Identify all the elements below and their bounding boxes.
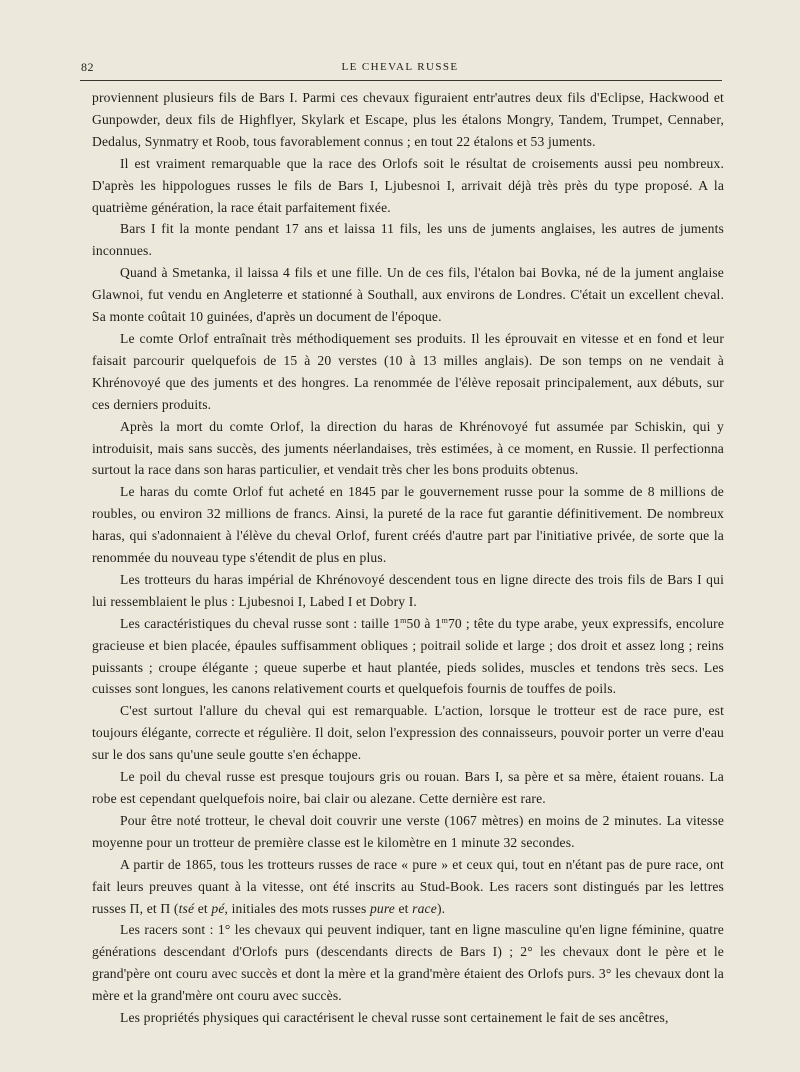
paragraph: Il est vraiment remarquable que la race des Orlofs soit le résultat de croisements aussi peu nombreux. D'après les hippologues russes le fils de Bars I, Ljubesnoi I, arrivait déjà très près du type proposé. A la quatrième génération, la race était parfaitement fixée. [92, 155, 724, 215]
unit-superscript: m [441, 615, 448, 625]
text-run: 70 ; tête du type arabe, yeux expressifs, encolure gracieuse et bien placée, épaules suffisamment obliques ; poitrail solide et large ; dos droit et assez long ; reins puissants ; croupe élégante ; queue superbe et haut plantée, pieds solides, muscles et tendons très secs. Les cuisses sont longues, les canons relativement courts et quelquefois fournis de touffes de poils. [92, 615, 725, 697]
text-run: et [394, 900, 413, 916]
paragraph: Les propriétés physiques qui caractérisent le cheval russe sont certainement le fait de ses ancêtres, [120, 1010, 669, 1026]
unit-superscript: m [400, 615, 407, 625]
paragraph-studbook [92, 854, 724, 920]
body-text [92, 87, 724, 1029]
paragraph: Après la mort du comte Orlof, la direction du haras de Khrénovoyé fut assumée par Schiskin, qui y introduisit, mais sans succès, des juments néerlandaises, très estimées, à ce moment, en Russie. Il perfectionna surtout la race dans son haras particulier, et vendait très cher les bons produits obtenus. [92, 418, 724, 478]
paragraph: Les racers sont : 1° les chevaux qui peuvent indiquer, tant en ligne masculine qu'en ligne féminine, quatre générations descendant d'Orlofs purs (descendants directs de Bars I) ; 2° les chevaux dont le père et le grand'père ont couru avec succès et dont la mère et la grand'mère étaient des Orlofs purs. 3° les chevaux dont la mère et la grand'mère ont couru avec succès. [92, 922, 724, 1004]
paragraph-characteristics [92, 613, 724, 701]
text-run: ). [436, 900, 446, 916]
italic-term: pé [211, 900, 225, 916]
paragraph: Quand à Smetanka, il laissa 4 fils et une fille. Un de ces fils, l'étalon bai Bovka, né de la jument anglaise Glawnoi, fut vendu en Angleterre et stationné à Southall, aux environs de Londres. C'était un excellent cheval. Sa monte coûtait 10 guinées, d'après un document de l'époque. [92, 265, 724, 325]
paragraph: Le haras du comte Orlof fut acheté en 1845 par le gouvernement russe pour la somme de 8 millions de roubles, ou environ 32 millions de francs. Ainsi, la pureté de la race fut garantie définitivement. De nombreux haras, qui s'adonnaient à l'élève du cheval Orlof, furent créés d'autre part par l'initiative privée, de sorte que la renommée du nouveau type s'étendit de plus en plus. [92, 484, 724, 566]
text-run: A partir de 1865, tous les trotteurs russes de race « pure » et ceux qui, tout en n'étant pas de pure race, ont fait leurs preuves quant à la vitesse, ont été inscrits au Stud-Book. Les racers sont distingués par les lettres russes П, et П ( [92, 856, 724, 916]
text-run: et [194, 900, 212, 916]
page-number: 82 [81, 60, 94, 74]
paragraph: Bars I fit la monte pendant 17 ans et laissa 11 fils, les uns de juments anglaises, les autres de juments inconnues. [92, 221, 724, 259]
header-rule [80, 80, 722, 81]
italic-term: race [412, 900, 437, 916]
paragraph: proviennent plusieurs fils de Bars I. Parmi ces chevaux figuraient entr'autres deux fils d'Eclipse, Hackwood et Gunpowder, deux fils de Highflyer, Skylark et Escape, plus les étalons Mongry, Tandem, Trumpet, Cennaber, Dedalus, Synmatry et Roob, tous favorablement connus ; en tout 22 étalons et 53 juments. [92, 90, 724, 149]
text-run: Les caractéristiques du cheval russe sont : taille 1 [120, 615, 401, 631]
paragraph: C'est surtout l'allure du cheval qui est remarquable. L'action, lorsque le trotteur est de race pure, est toujours élégante, correcte et régulière. Il doit, selon l'expression des connaisseurs, pouvoir porter un verre d'eau sur le dos sans qu'une seule goutte s'en échappe. [92, 703, 724, 763]
running-title: LE CHEVAL RUSSE [341, 61, 459, 73]
paragraph: Pour être noté trotteur, le cheval doit couvrir une verste (1067 mètres) en moins de 2 minutes. La vitesse moyenne pour un trotteur de première classe est le kilomètre en 1 minute 32 secondes. [92, 812, 724, 850]
paragraph: Les trotteurs du haras impérial de Khrénovoyé descendent tous en ligne directe des trois fils de Bars I qui lui ressemblaient le plus : Ljubesnoi I, Labed I et Dobry I. [92, 571, 724, 609]
text-run: , initiales des mots russes [224, 900, 370, 916]
text-run: 50 à 1 [406, 615, 442, 631]
paragraph: Le comte Orlof entraînait très méthodiquement ses produits. Il les éprouvait en vitesse et en fond et leur faisait parcourir quelquefois de 15 à 20 verstes (10 à 13 milles anglais). De son temps on ne vendait à Khrénovoyé que des juments et des hongres. La renommée de l'élève reposait principalement, aux débuts, sur ces derniers produits. [92, 330, 724, 412]
paragraph: Le poil du cheval russe est presque toujours gris ou rouan. Bars I, sa père et sa mère, étaient rouans. La robe est cependant quelquefois noire, bai clair ou alezane. Cette dernière est rare. [92, 769, 724, 806]
italic-term: pure [369, 900, 395, 916]
italic-term: tsé [178, 900, 195, 916]
